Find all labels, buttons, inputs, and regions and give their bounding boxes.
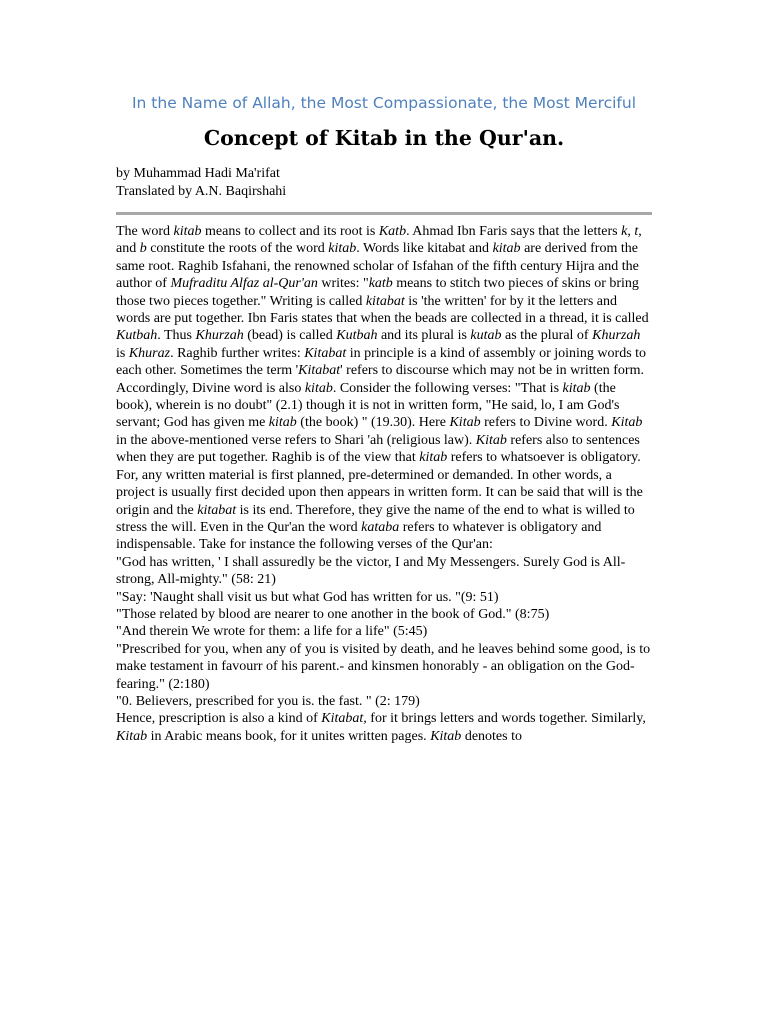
quote-paragraph: "0. Believers, prescribed for you is. the fast. " (2: 179): [116, 693, 420, 709]
quote-paragraph: "And therein We wrote for them: a life for a life" (5:45): [116, 624, 428, 640]
author-line: by Muhammad Hadi Ma'rifat: [116, 166, 280, 181]
quote-paragraph: "Prescribed for you, when any of you is visited by death, and he leaves behind some good, is to make testament in favourr of his parent.- and kinsmen honorably - an obligation on the God-fearing." (2:180): [116, 641, 651, 692]
byline: [116, 165, 652, 201]
quote-paragraph: "Those related by blood are nearer to one another in the book of God." (8:75): [116, 606, 550, 622]
translator-line: Translated by A.N. Baqirshahi: [116, 184, 287, 199]
paragraph-intro: The word kitab means to collect and its root is Katb. Ahmad Ibn Faris says that the letters k, t, and b constitute the roots of the word kitab. Words like kitabat and kitab are derived from the same root. Raghib Isfahani, the renowned scholar of Isfahan of the fifth century Hijra and the author of Mufraditu Alfaz al-Qur'an writes: "katb means to stitch two pieces of skins or bring those two pieces together." Writing is called kitabat is 'the written' for by it the letters and words are put together. Ibn Faris states that when the beads are collected in a thread, it is called Kutbah. Thus Khurzah (bead) is called Kutbah and its plural is kutab as the plural of Khurzah is Khuraz. Raghib further writes: Kitabat in principle is a kind of assembly or joining words to each other. Sometimes the term 'Kitabat' refers to discourse which may not be in written form. Accordingly, Divine word is also kitab. Consider the following verses: "That is kitab (the book), wherein is no doubt" (2.1) though it is not in written form, "He said, lo, I am God's servant; God has given me kitab (the book) " (19.30). Here Kitab refers to Divine word. Kitab in the above-mentioned verse refers to Shari 'ah (religious law). Kitab refers also to sentences when they are put together. Raghib is of the view that kitab refers to whatsoever is obligatory. For, any written material is first planned, pre-determined or demanded. In other words, a project is usually first decided upon then appears in written form. It can be said that will is the origin and the kitabat is its end. Therefore, they give the name of the end to what is willed to stress the will. Even in the Qur'an the word kataba refers to whatever is obligatory and indispensable. Take for instance the following verses of the Qur'an:: [116, 224, 649, 553]
paragraph-conclusion: Hence, prescription is also a kind of Kitabat, for it brings letters and words together. Similarly, Kitab in Arabic means book, for it unites written pages. Kitab denotes to: [116, 711, 646, 744]
quote-paragraph: "Say: 'Naught shall visit us but what God has written for us. "(9: 51): [116, 589, 499, 605]
invocation-heading: In the Name of Allah, the Most Compassionate, the Most Merciful: [131, 94, 637, 112]
quote-paragraph: "God has written, ' I shall assuredly be the victor, I and My Messengers. Surely God is All-strong, All-mighty." (58: 21): [116, 554, 626, 588]
page-title: Concept of Kitab in the Qur'an.: [203, 126, 565, 150]
document-page: [116, 0, 652, 745]
horizontal-rule: [116, 212, 652, 215]
article-body: [116, 223, 652, 745]
